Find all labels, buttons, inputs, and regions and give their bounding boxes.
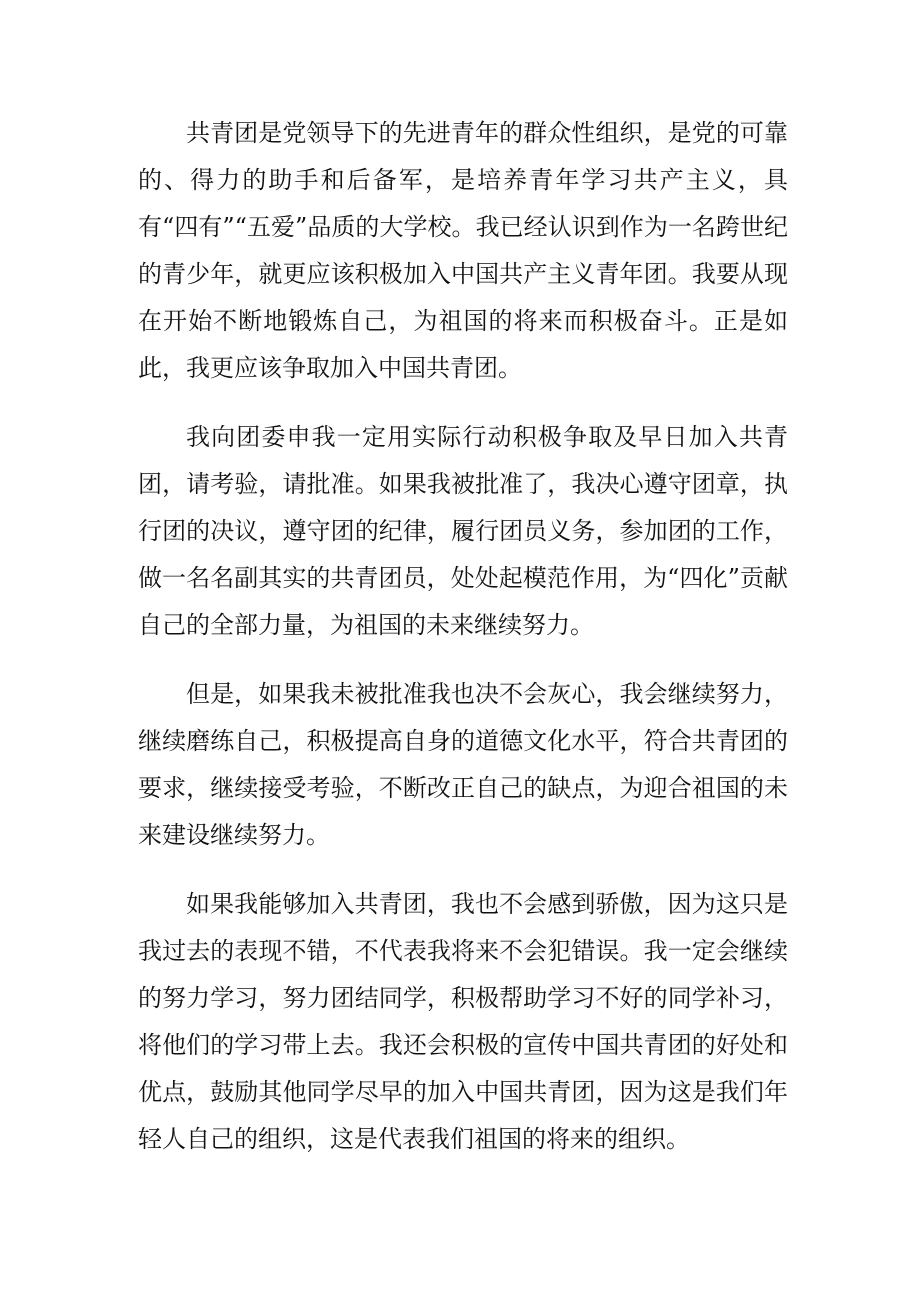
paragraph-4: 如果我能够加入共青团，我也不会感到骄傲，因为这只是我过去的表现不错，不代表我将来不会犯错误。我一定会继续的努力学习，努力团结同学，积极帮助学习不好的同学补习，将他们的学习带上去。我还会积极的宣传中国共青团的好处和优点，鼓励其他同学尽早的加入中国共青团，因为这是我们年轻人自己的组织，这是代表我们祖国的将来的组织。 [138, 890, 788, 1153]
paragraph-2: 我向团委申我一定用实际行动积极争取及早日加入共青团，请考验，请批准。如果我被批准了，我决心遵守团章，执行团的决议，遵守团的纪律，履行团员义务，参加团的工作，做一名名副其实的共青团员，处处起模范作用，为“四化”贡献自己的全部力量，为祖国的未来继续努力。 [138, 423, 788, 639]
document-body [138, 110, 788, 1185]
paragraph-1: 共青团是党领导下的先进青年的群众性组织，是党的可靠的、得力的助手和后备军，是培养青年学习共产主义，具有“四有”“五爱”品质的大学校。我已经认识到作为一名跨世纪的青少年，就更应该积极加入中国共产主义青年团。我要从现在开始不断地锻炼自己，为祖国的将来而积极奋斗。正是如此，我更应该争取加入中国共青团。 [138, 119, 788, 382]
paragraph-3: 但是，如果我未被批准我也决不会灰心，我会继续努力，继续磨练自己，积极提高自身的道德文化水平，符合共青团的要求，继续接受考验，不断改正自己的缺点，为迎合祖国的未来建设继续努力。 [138, 680, 788, 849]
